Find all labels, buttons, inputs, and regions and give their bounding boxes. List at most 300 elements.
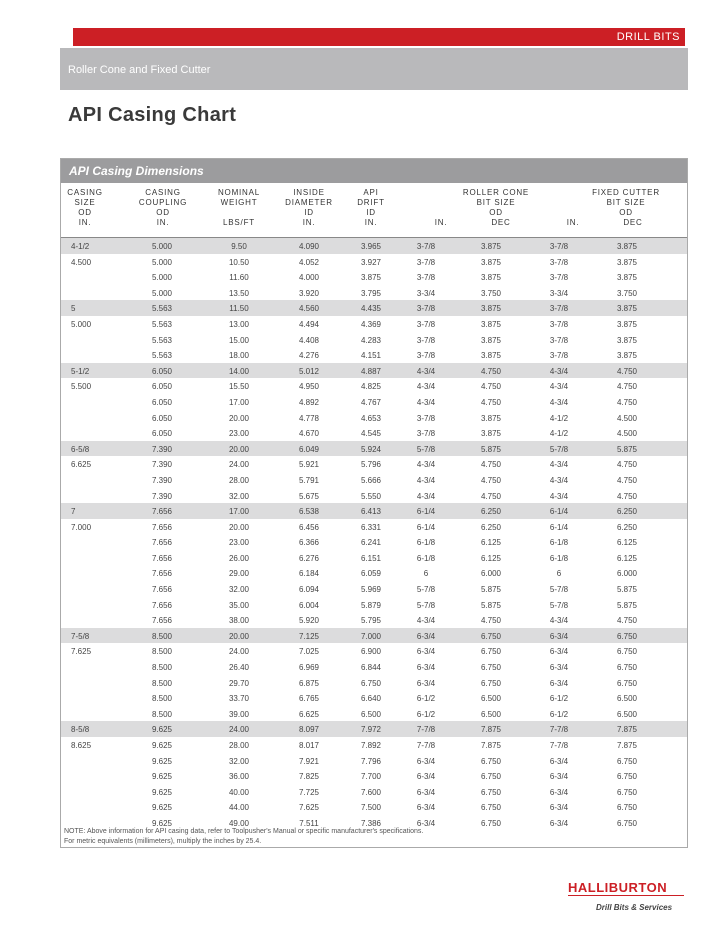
table-cell: 3-7/8	[549, 335, 569, 345]
table-cell: 6-3/4	[549, 663, 569, 673]
column-header-line: IN.	[156, 218, 170, 227]
table-cell: 6-1/8	[416, 538, 436, 548]
table-cell: 4-3/4	[549, 491, 569, 501]
table-cell: 4.283	[360, 335, 382, 345]
table-cell: 3.875	[616, 351, 638, 361]
table-cell: 7.125	[298, 631, 320, 641]
table-cell: 15.00	[228, 335, 250, 345]
table-cell: 6.059	[360, 569, 382, 579]
table-cell: 14.00	[228, 366, 250, 376]
table-cell: 44.00	[228, 803, 250, 813]
column-header-line: IN.	[78, 218, 92, 227]
table-row	[61, 659, 687, 675]
table-cell: 6.750	[480, 787, 502, 797]
table-cell: 7.511	[299, 818, 319, 828]
table-cell: 6-1/2	[549, 709, 569, 719]
table-cell: 6-3/4	[416, 663, 436, 673]
bit-subcolumn-header: DEC	[623, 218, 643, 227]
table-row	[61, 550, 687, 566]
table-cell: 3.875	[360, 273, 382, 283]
table-row	[61, 316, 687, 332]
table-cell: 4.560	[298, 304, 320, 314]
table-cell: 4-3/4	[416, 460, 436, 470]
table-cell: 4.892	[298, 397, 320, 407]
table-cell: 6.538	[298, 507, 320, 517]
table-cell: 4.778	[298, 413, 320, 423]
table-cell: 6.750	[480, 756, 502, 766]
column-header-line: COUPLING	[138, 198, 188, 207]
table-cell: 8-5/8	[71, 725, 90, 735]
table-cell: 6-3/4	[549, 803, 569, 813]
table-cell: 4.750	[616, 475, 638, 485]
table-row	[61, 534, 687, 550]
table-cell: 11.50	[229, 304, 249, 314]
table-cell: 5.875	[616, 444, 638, 454]
table-cell: 6.969	[298, 663, 320, 673]
column-header-line: ID	[304, 208, 314, 217]
table-cell: 5.875	[616, 585, 638, 595]
table-cell: 5.000	[151, 273, 173, 283]
table-caption: API Casing Dimensions	[69, 164, 204, 178]
table-cell: 7.625	[71, 647, 92, 657]
table-cell: 3.875	[480, 351, 502, 361]
table-cell: 3.875	[616, 257, 638, 267]
table-cell: 3.875	[480, 304, 502, 314]
table-cell: 13.00	[228, 319, 250, 329]
table-cell: 5-7/8	[549, 444, 569, 454]
table-cell: 5.563	[151, 351, 173, 361]
table-cell: 6-3/4	[549, 631, 569, 641]
table-cell: 6.625	[298, 709, 320, 719]
table-cell: 7.875	[480, 725, 502, 735]
table-cell: 4.500	[616, 413, 638, 423]
table-cell: 5-7/8	[549, 600, 569, 610]
table-cell: 7-7/8	[549, 741, 569, 750]
table-cell: 29.70	[228, 678, 250, 688]
table-cell: 3.750	[616, 288, 638, 298]
logo-divider	[568, 895, 684, 896]
table-cell: 4-1/2	[71, 242, 90, 251]
table-cell: 4.750	[616, 382, 638, 392]
table-cell: 28.00	[228, 741, 250, 750]
table-cell: 38.00	[228, 616, 250, 626]
table-cell: 6.750	[616, 787, 638, 797]
table-cell: 7.025	[298, 647, 320, 657]
table-cell: 5.875	[480, 585, 502, 595]
table-cell: 3-7/8	[549, 273, 569, 283]
table-cell: 35.00	[228, 600, 250, 610]
table-cell: 5.500	[71, 382, 92, 392]
table-cell: 6.050	[151, 382, 173, 392]
table-cell: 8.625	[71, 741, 92, 750]
table-cell: 4-3/4	[416, 366, 436, 376]
table-cell: 5.920	[298, 616, 320, 626]
table-cell: 5.879	[360, 600, 382, 610]
table-cell: 11.60	[229, 273, 249, 283]
table-body	[61, 238, 687, 831]
column-header-line: SIZE	[74, 198, 96, 207]
table-cell: 18.00	[228, 351, 250, 361]
table-cell: 7.656	[151, 600, 173, 610]
table-row	[61, 799, 687, 815]
table-cell: 7.656	[151, 507, 173, 517]
table-cell: 3-7/8	[549, 257, 569, 267]
casing-table	[60, 158, 688, 848]
table-cell: 7.921	[298, 756, 320, 766]
table-cell: 6-1/2	[416, 694, 436, 704]
table-cell: 3-7/8	[549, 319, 569, 329]
table-cell: 4.750	[480, 475, 502, 485]
table-cell: 7.656	[151, 553, 173, 563]
table-row	[61, 784, 687, 800]
table-cell: 5.000	[71, 319, 92, 329]
table-cell: 3.875	[616, 273, 638, 283]
table-cell: 5.000	[151, 288, 173, 298]
table-cell: 3-7/8	[416, 304, 436, 314]
table-cell: 4.435	[360, 304, 382, 314]
table-cell: 5.666	[360, 475, 382, 485]
table-row	[61, 737, 687, 753]
table-cell: 6.050	[151, 366, 173, 376]
column-header-line: DIAMETER	[285, 198, 333, 207]
table-cell: 4.500	[71, 257, 92, 267]
table-cell: 3.875	[616, 319, 638, 329]
table-cell: 20.00	[228, 522, 250, 532]
bit-subcolumn-header: IN.	[434, 218, 448, 227]
table-cell: 20.00	[228, 444, 250, 454]
table-cell: 8.500	[151, 694, 173, 704]
table-row	[61, 488, 687, 504]
table-cell: 4.750	[616, 460, 638, 470]
table-cell: 6.750	[480, 818, 502, 828]
table-cell: 4-1/2	[549, 413, 569, 423]
table-cell: 6-1/4	[549, 522, 569, 532]
table-cell: 8.500	[151, 631, 173, 641]
table-cell: 4.750	[616, 616, 638, 626]
table-cell: 6.900	[360, 647, 382, 657]
table-cell: 7.390	[151, 491, 173, 501]
table-cell: 7.656	[151, 585, 173, 595]
table-cell: 6.750	[480, 772, 502, 782]
table-cell: 6-3/4	[416, 803, 436, 813]
table-row	[61, 300, 687, 316]
table-cell: 7.386	[360, 818, 382, 828]
table-cell: 4.052	[298, 257, 320, 267]
table-cell: 6.750	[616, 772, 638, 782]
table-cell: 6.750	[480, 631, 502, 641]
table-cell: 3.927	[360, 257, 382, 267]
table-cell: 8.500	[151, 678, 173, 688]
column-header-line: ROLLER CONE	[462, 188, 530, 197]
table-cell: 3.875	[480, 319, 502, 329]
table-row	[61, 597, 687, 613]
note-line: For metric equivalents (millimeters), multiply the inches by 25.4.	[64, 838, 262, 845]
table-cell: 6.844	[360, 663, 382, 673]
table-cell: 6-1/8	[549, 538, 569, 548]
table-cell: 3.795	[360, 288, 382, 298]
table-row	[61, 503, 687, 519]
table-cell: 4-3/4	[416, 382, 436, 392]
table-cell: 6-3/4	[416, 787, 436, 797]
table-cell: 6	[423, 569, 429, 579]
table-cell: 4.653	[360, 413, 382, 423]
table-cell: 9.625	[151, 787, 173, 797]
table-cell: 3-3/4	[549, 288, 569, 298]
table-cell: 6.241	[360, 538, 382, 548]
table-cell: 5.012	[298, 366, 320, 376]
table-cell: 6.456	[298, 522, 320, 532]
table-cell: 4.750	[480, 616, 502, 626]
table-cell: 3.875	[480, 242, 502, 251]
table-row	[61, 519, 687, 535]
table-cell: 6.250	[480, 522, 502, 532]
table-cell: 3.920	[298, 288, 320, 298]
table-cell: 4.767	[360, 397, 382, 407]
table-row	[61, 721, 687, 737]
table-cell: 36.00	[228, 772, 250, 782]
table-cell: 6-3/4	[416, 631, 436, 641]
table-row	[61, 394, 687, 410]
column-header-line: DRIFT	[357, 198, 385, 207]
table-cell: 5.875	[480, 444, 502, 454]
table-cell: 4.825	[360, 382, 382, 392]
table-cell: 4.276	[298, 351, 320, 361]
table-cell: 6.750	[480, 803, 502, 813]
column-header-line: API	[363, 188, 379, 197]
table-cell: 8.097	[298, 725, 320, 735]
table-cell: 5.795	[360, 616, 382, 626]
subtitle-band	[60, 48, 688, 90]
table-cell: 3-7/8	[416, 319, 436, 329]
table-row	[61, 612, 687, 628]
table-cell: 6.750	[480, 647, 502, 657]
table-row	[61, 285, 687, 301]
table-cell: 7.390	[151, 460, 173, 470]
table-row	[61, 332, 687, 348]
table-cell: 6-1/2	[416, 709, 436, 719]
column-header-line: FIXED CUTTER	[592, 188, 660, 197]
table-cell: 26.40	[228, 663, 250, 673]
column-header	[331, 188, 411, 228]
table-cell: 6-1/2	[549, 694, 569, 704]
table-row	[61, 254, 687, 270]
table-cell: 7.892	[360, 741, 382, 750]
table-cell: 6.875	[298, 678, 320, 688]
table-cell: 3-7/8	[416, 242, 436, 251]
table-cell: 6-1/4	[416, 522, 436, 532]
table-cell: 7.875	[616, 725, 638, 735]
table-cell: 6.750	[480, 663, 502, 673]
table-cell: 3-7/8	[549, 304, 569, 314]
table-cell: 9.625	[151, 741, 173, 750]
table-cell: 4-3/4	[549, 366, 569, 376]
table-cell: 3.875	[480, 273, 502, 283]
table-cell: 3.750	[480, 288, 502, 298]
table-row	[61, 472, 687, 488]
table-cell: 6.049	[298, 444, 320, 454]
table-cell: 20.00	[228, 413, 250, 423]
table-cell: 6.500	[480, 694, 502, 704]
table-cell: 39.00	[228, 709, 250, 719]
table-row	[61, 378, 687, 394]
table-cell: 7.972	[360, 725, 382, 735]
table-cell: 17.00	[228, 397, 250, 407]
table-cell: 4.750	[616, 491, 638, 501]
table-cell: 4.750	[480, 491, 502, 501]
table-cell: 8.500	[151, 709, 173, 719]
column-header	[65, 188, 105, 228]
table-caption-bar	[61, 159, 687, 183]
table-cell: 6.250	[616, 522, 638, 532]
table-cell: 7.796	[360, 756, 382, 766]
table-cell: 7.625	[298, 803, 320, 813]
table-cell: 8.500	[151, 663, 173, 673]
table-cell: 4-3/4	[549, 397, 569, 407]
table-cell: 4-3/4	[549, 616, 569, 626]
table-cell: 4.887	[360, 366, 382, 376]
table-cell: 4.500	[616, 429, 638, 439]
table-cell: 6-3/4	[416, 678, 436, 688]
table-cell: 9.625	[151, 756, 173, 766]
table-cell: 9.625	[151, 818, 173, 828]
table-cell: 5.875	[480, 600, 502, 610]
table-cell: 6.250	[616, 507, 638, 517]
table-cell: 4-3/4	[416, 491, 436, 501]
column-header-line: LBS/FT	[223, 218, 255, 227]
table-cell: 5.550	[360, 491, 382, 501]
top-banner	[0, 0, 728, 48]
table-cell: 4.670	[298, 429, 320, 439]
table-cell: 6.276	[298, 553, 320, 563]
table-cell: 7	[71, 507, 76, 517]
table-cell: 3-7/8	[416, 413, 436, 423]
table-cell: 6-5/8	[71, 444, 90, 454]
table-cell: 4-3/4	[549, 475, 569, 485]
table-cell: 24.00	[228, 460, 250, 470]
column-header-line: CASING	[145, 188, 181, 197]
table-row	[61, 269, 687, 285]
table-cell: 6-3/4	[549, 647, 569, 657]
table-cell: 6.750	[360, 678, 382, 688]
note-line: NOTE: Above information for API casing data, refer to Toolpusher's Manual or specific manufacturer's specifications.	[64, 828, 424, 835]
table-cell: 4-3/4	[416, 475, 436, 485]
table-cell: 23.00	[228, 429, 250, 439]
table-cell: 7-7/8	[416, 725, 436, 735]
table-cell: 6.050	[151, 413, 173, 423]
table-cell: 3.875	[616, 242, 638, 251]
table-cell: 49.00	[228, 818, 250, 828]
column-header-line: OD	[619, 208, 633, 217]
table-cell: 7-7/8	[416, 741, 436, 750]
table-cell: 17.00	[228, 507, 250, 517]
table-cell: 5.924	[360, 444, 382, 454]
page-subtitle: Roller Cone and Fixed Cutter	[68, 64, 211, 76]
table-cell: 6.125	[616, 538, 638, 548]
table-cell: 6.750	[616, 803, 638, 813]
table-cell: 5.000	[151, 242, 173, 251]
table-cell: 7.656	[151, 522, 173, 532]
table-cell: 5.563	[151, 304, 173, 314]
table-cell: 6.625	[71, 460, 92, 470]
table-cell: 6-3/4	[416, 772, 436, 782]
table-cell: 6.184	[298, 569, 320, 579]
table-cell: 6-3/4	[549, 787, 569, 797]
table-cell: 3-7/8	[416, 273, 436, 283]
table-cell: 6.500	[616, 709, 638, 719]
table-cell: 5-7/8	[416, 585, 436, 595]
table-cell: 7.390	[151, 444, 173, 454]
table-cell: 3.875	[480, 413, 502, 423]
table-cell: 4.750	[616, 397, 638, 407]
table-note	[64, 827, 684, 847]
table-cell: 24.00	[228, 725, 250, 735]
table-cell: 5	[71, 304, 76, 314]
table-cell: 6.750	[616, 818, 638, 828]
table-cell: 7-7/8	[549, 725, 569, 735]
table-cell: 7.000	[71, 522, 92, 532]
table-row	[61, 347, 687, 363]
table-row	[61, 441, 687, 457]
table-cell: 7.825	[298, 772, 320, 782]
bit-subcolumn-header: IN.	[566, 218, 580, 227]
table-cell: 4.408	[298, 335, 320, 345]
table-cell: 6.331	[360, 522, 382, 532]
table-cell: 29.00	[228, 569, 250, 579]
table-row	[61, 706, 687, 722]
table-cell: 5.921	[298, 460, 320, 470]
table-cell: 6-1/4	[416, 507, 436, 517]
table-cell: 6.750	[616, 756, 638, 766]
table-cell: 3.875	[480, 429, 502, 439]
table-cell: 7.656	[151, 616, 173, 626]
table-cell: 5-1/2	[71, 366, 90, 376]
table-cell: 6.413	[360, 507, 382, 517]
table-cell: 6.004	[298, 600, 320, 610]
table-cell: 5-7/8	[416, 444, 436, 454]
table-cell: 5.969	[360, 585, 382, 595]
table-cell: 6.000	[480, 569, 502, 579]
column-header-line: OD	[156, 208, 170, 217]
column-header-line: ID	[366, 208, 376, 217]
table-row	[61, 768, 687, 784]
table-row	[61, 753, 687, 769]
table-cell: 6.750	[616, 663, 638, 673]
table-cell: 6-3/4	[549, 756, 569, 766]
table-cell: 7.875	[480, 741, 502, 750]
table-cell: 6.750	[616, 678, 638, 688]
table-cell: 10.50	[228, 257, 250, 267]
table-cell: 6.366	[298, 538, 320, 548]
table-cell: 6.750	[616, 647, 638, 657]
table-cell: 24.00	[228, 647, 250, 657]
table-cell: 7.656	[151, 569, 173, 579]
column-header-line: WEIGHT	[220, 198, 258, 207]
table-cell: 5.675	[298, 491, 320, 501]
table-row	[61, 675, 687, 691]
table-row	[61, 581, 687, 597]
table-cell: 9.625	[151, 803, 173, 813]
table-cell: 5.000	[151, 257, 173, 267]
table-cell: 7.500	[360, 803, 382, 813]
table-cell: 9.625	[151, 772, 173, 782]
table-cell: 4-1/2	[549, 429, 569, 439]
table-cell: 6.050	[151, 397, 173, 407]
table-cell: 26.00	[228, 553, 250, 563]
table-cell: 4-3/4	[416, 397, 436, 407]
table-cell: 23.00	[228, 538, 250, 548]
table-cell: 3.875	[480, 335, 502, 345]
column-header-line: OD	[489, 208, 503, 217]
